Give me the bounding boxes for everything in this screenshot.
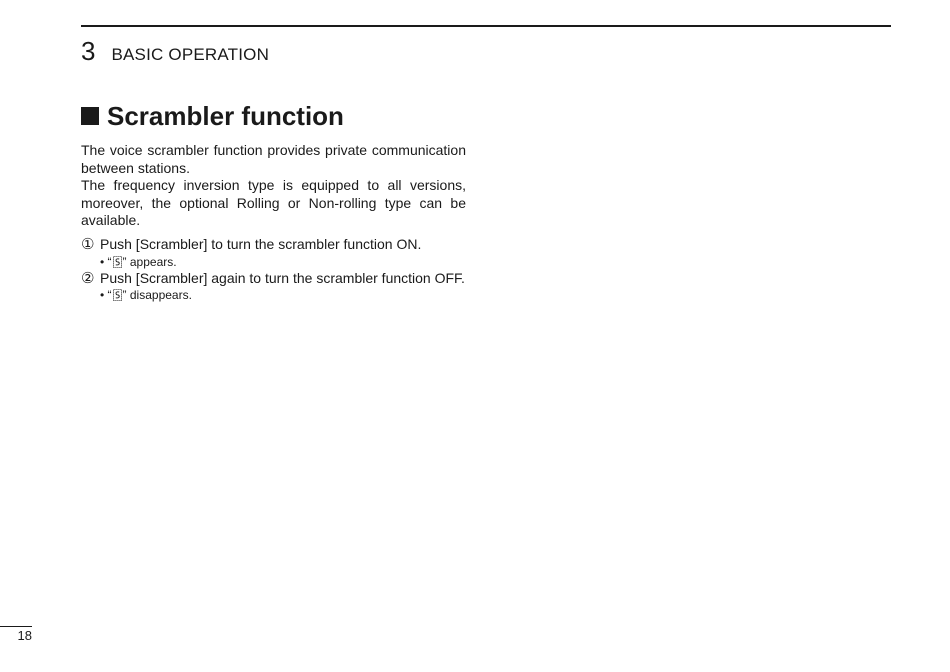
step-note (100, 254, 466, 270)
note-open-quote: “ (107, 288, 112, 303)
note-close-text: ” disappears. (122, 288, 192, 303)
intro-paragraph-1: The voice scrambler function provides private communication between stations. (81, 142, 466, 176)
header-rule (81, 25, 891, 27)
note-open-quote: “ (107, 254, 112, 269)
page-number: 18 (17, 628, 32, 643)
chapter-number: 3 (81, 36, 96, 66)
section-heading (81, 100, 344, 132)
section-body (81, 142, 466, 303)
step-text: Push [Scrambler] again to turn the scrambler function OFF. (100, 269, 465, 286)
step-text: Push [Scrambler] to turn the scrambler function ON. (100, 235, 422, 252)
step-marker: ① (81, 235, 95, 253)
step-item (81, 236, 466, 254)
scrambler-icon (113, 289, 122, 301)
section-title: Scrambler function (107, 101, 344, 131)
step-note (100, 287, 466, 303)
chapter-title: BASIC OPERATION (111, 45, 270, 64)
section-square-icon (81, 107, 99, 125)
step-list (81, 236, 466, 303)
note-bullet: • (100, 254, 105, 269)
step-marker: ② (81, 269, 95, 287)
note-bullet: • (100, 288, 105, 303)
chapter-header (81, 36, 269, 66)
note-close-text: ” appears. (122, 254, 177, 269)
scrambler-icon (113, 256, 122, 268)
intro-paragraph-2: The frequency inversion type is equipped to all versions, moreover, the optional Rolling or Non-rolling type can be available. (81, 177, 466, 229)
step-item (81, 270, 466, 288)
